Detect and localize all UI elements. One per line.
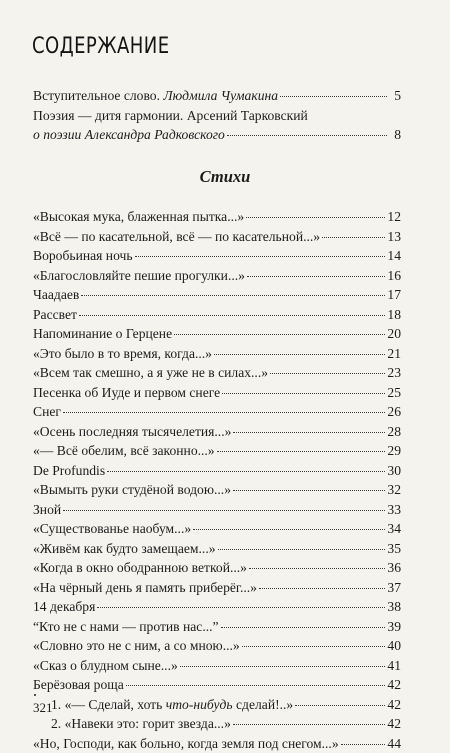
toc-entry[interactable] <box>33 558 401 578</box>
toc-entry[interactable] <box>33 461 401 481</box>
entry-title: Песенка об Иуде и первом снеге <box>33 383 220 403</box>
entry-page: 14 <box>387 246 401 266</box>
toc-entry[interactable] <box>33 207 401 227</box>
entry-title: «Когда в окно ободранною веткой...» <box>33 558 247 578</box>
toc-entry[interactable] <box>33 617 401 637</box>
entry-title: Берёзовая роща <box>33 675 124 695</box>
entry-page: 36 <box>387 558 401 578</box>
toc-entry[interactable] <box>33 266 401 286</box>
entry-title: «Словно это не с ним, а со мною...» <box>33 636 240 656</box>
entry-page: 18 <box>387 305 401 325</box>
leader-dots <box>214 354 385 355</box>
leader-dots <box>295 705 385 706</box>
entry-title: «Вымыть руки студёной водою...» <box>33 480 231 500</box>
toc-entry[interactable] <box>33 86 401 106</box>
entry-page: 29 <box>387 441 401 461</box>
leader-dots <box>63 510 385 511</box>
toc-entry[interactable] <box>33 402 401 422</box>
entry-page: 21 <box>387 344 401 364</box>
entry-page: 44 <box>387 734 401 753</box>
leader-dots <box>247 276 385 277</box>
toc-entry-line1[interactable]: Поэзия — дитя гармонии. Арсений Тарковский <box>33 106 401 126</box>
entry-title: Напоминание о Герцене <box>33 324 172 344</box>
entry-title: «Существованье наобум...» <box>33 519 191 539</box>
leader-dots <box>135 256 386 257</box>
entry-page: 13 <box>387 227 401 247</box>
toc-entry[interactable] <box>33 363 401 383</box>
leader-dots <box>217 451 386 452</box>
entry-page: 39 <box>387 617 401 637</box>
toc-entry[interactable] <box>33 227 401 247</box>
entry-page: 38 <box>387 597 401 617</box>
decorative-dot <box>34 694 36 696</box>
entry-title: Рассвет <box>33 305 77 325</box>
leader-dots <box>242 646 386 647</box>
toc-entry[interactable] <box>33 675 401 695</box>
entry-title: «На чёрный день я память приберёг...» <box>33 578 257 598</box>
entry-title: «Но, Господи, как больно, когда земля под снегом...» <box>33 734 339 753</box>
entry-title: о поэзии Александра Радковского <box>33 125 225 145</box>
leader-dots <box>233 490 385 491</box>
page-title: СОДЕРЖАНИЕ <box>32 34 170 59</box>
toc-entry[interactable] <box>33 285 401 305</box>
toc-entry[interactable] <box>33 656 401 676</box>
entry-title: «— Всё обелим, всё законно...» <box>33 441 215 461</box>
toc-entry[interactable] <box>33 441 401 461</box>
entry-title: Снег <box>33 402 61 422</box>
entry-page: 16 <box>387 266 401 286</box>
leader-dots <box>63 412 385 413</box>
leader-dots <box>233 432 385 433</box>
entry-title: 1. «— Сделай, хоть что-нибудь сделай!..» <box>33 695 293 715</box>
entry-title: Воробьиная ночь <box>33 246 133 266</box>
leader-dots <box>227 135 387 136</box>
page-number: 321 <box>33 700 53 716</box>
toc-entry[interactable] <box>33 500 401 520</box>
entry-title: «Всё — по касательной, всё — по касательной...» <box>33 227 320 247</box>
section-heading: Стихи <box>0 167 450 187</box>
leader-dots <box>341 744 386 745</box>
toc-entry[interactable] <box>33 578 401 598</box>
toc-entry[interactable] <box>33 734 401 753</box>
entry-title: «Высокая мука, блаженная пытка...» <box>33 207 244 227</box>
leader-dots <box>221 627 386 628</box>
entry-title: Чаадаев <box>33 285 79 305</box>
entry-page: 34 <box>387 519 401 539</box>
leader-dots <box>107 471 385 472</box>
entry-page: 20 <box>387 324 401 344</box>
toc-entry[interactable] <box>33 539 401 559</box>
entry-title: «Сказ о блудном сыне...» <box>33 656 178 676</box>
leader-dots <box>246 217 385 218</box>
entry-page: 25 <box>387 383 401 403</box>
entry-page: 17 <box>387 285 401 305</box>
leader-dots <box>97 607 385 608</box>
entry-title: «Это было в то время, когда...» <box>33 344 212 364</box>
leader-dots <box>79 315 385 316</box>
entry-title: «Благословляйте пешие прогулки...» <box>33 266 245 286</box>
toc-entry[interactable] <box>33 480 401 500</box>
entry-page: 41 <box>387 656 401 676</box>
entry-page: 28 <box>387 422 401 442</box>
leader-dots <box>174 334 385 335</box>
leader-dots <box>126 685 386 686</box>
leader-dots <box>249 568 385 569</box>
entry-page: 40 <box>387 636 401 656</box>
entry-page: 35 <box>387 539 401 559</box>
entry-page: 8 <box>389 125 401 145</box>
leader-dots <box>193 529 385 530</box>
entry-title: 14 декабря <box>33 597 95 617</box>
entry-page: 37 <box>387 578 401 598</box>
toc-entry[interactable] <box>33 519 401 539</box>
leader-dots <box>222 393 385 394</box>
leader-dots <box>180 666 386 667</box>
toc-entry[interactable] <box>33 636 401 656</box>
entry-title: 2. «Навеки это: горит звезда...» <box>33 714 231 734</box>
toc-entry[interactable] <box>33 344 401 364</box>
toc-entry[interactable] <box>33 422 401 442</box>
intro-section <box>33 86 401 145</box>
toc-entry-line2[interactable] <box>33 125 401 145</box>
toc-entry[interactable] <box>33 246 401 266</box>
entry-page: 12 <box>387 207 401 227</box>
leader-dots <box>218 549 386 550</box>
leader-dots <box>81 295 385 296</box>
entry-page: 30 <box>387 461 401 481</box>
entry-title: De Profundis <box>33 461 105 481</box>
entry-page: 5 <box>389 86 401 106</box>
entry-page: 42 <box>387 695 401 715</box>
entry-title: «Живём как будто замещаем...» <box>33 539 216 559</box>
entry-title: Зной <box>33 500 61 520</box>
toc-entry[interactable] <box>33 324 401 344</box>
entry-title: «Всем так смешно, а я уже не в силах...» <box>33 363 268 383</box>
toc-entry[interactable] <box>33 695 401 715</box>
entry-page: 32 <box>387 480 401 500</box>
entry-title: “Кто не с нами — против нас...” <box>33 617 219 637</box>
entry-page: 42 <box>387 675 401 695</box>
entry-page: 42 <box>387 714 401 734</box>
entry-page: 23 <box>387 363 401 383</box>
toc-entry[interactable] <box>33 383 401 403</box>
entry-page: 26 <box>387 402 401 422</box>
toc-list <box>33 207 401 753</box>
leader-dots <box>280 96 387 97</box>
entry-page: 33 <box>387 500 401 520</box>
toc-entry[interactable] <box>33 714 401 734</box>
toc-entry[interactable] <box>33 597 401 617</box>
leader-dots <box>322 237 385 238</box>
leader-dots <box>270 373 385 374</box>
entry-title: «Осень последняя тысячелетия...» <box>33 422 231 442</box>
leader-dots <box>233 724 386 725</box>
toc-entry[interactable] <box>33 305 401 325</box>
entry-title: Вступительное слово. Людмила Чумакина <box>33 86 278 106</box>
leader-dots <box>259 588 385 589</box>
